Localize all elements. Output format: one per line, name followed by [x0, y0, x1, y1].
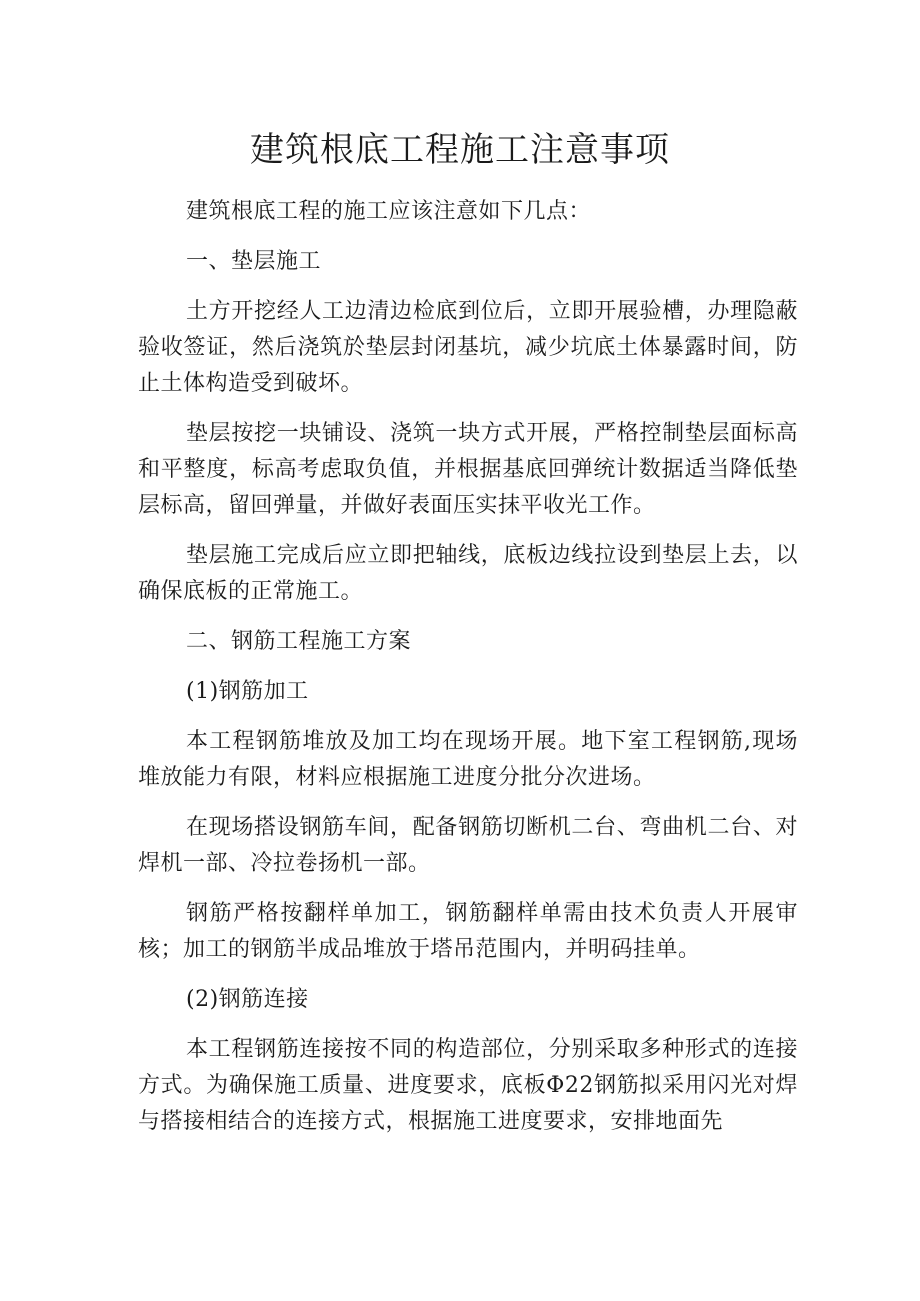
- paragraph: 垫层施工完成后应立即把轴线，底板边线拉设到垫层上去，以确保底板的正常施工。: [138, 543, 798, 604]
- subsection-heading-rebar-processing: (1)钢筋加工: [186, 679, 309, 704]
- section-heading-rebar: 二、钢筋工程施工方案: [186, 629, 412, 654]
- paragraph: 钢筋严格按翻样单加工，钢筋翻样单需由技术负责人开展审核；加工的钢筋半成品堆放于塔吊范围内，并明码挂单。: [138, 901, 798, 962]
- document-body: [138, 194, 798, 1140]
- page-title: 建筑根底工程施工注意事项: [250, 130, 670, 170]
- section-heading-bedding: 一、垫层施工: [186, 249, 322, 274]
- intro-paragraph: 建筑根底工程的施工应该注意如下几点：: [186, 199, 592, 224]
- subsection-heading-rebar-connection: (2)钢筋连接: [186, 987, 309, 1012]
- paragraph: 本工程钢筋连接按不同的构造部位，分别采取多种形式的连接方式。为确保施工质量、进度要求，底板Φ22钢筋拟采用闪光对焊与搭接相结合的连接方式，根据施工进度要求，安排地面先: [138, 1037, 798, 1134]
- paragraph: 在现场搭设钢筋车间，配备钢筋切断机二台、弯曲机二台、对焊机一部、冷拉卷扬机一部。: [138, 815, 798, 876]
- paragraph: 土方开挖经人工边清边检底到位后，立即开展验槽，办理隐蔽验收签证，然后浇筑於垫层封闭基坑，减少坑底土体暴露时间，防止土体构造受到破坏。: [138, 299, 798, 396]
- paragraph: 本工程钢筋堆放及加工均在现场开展。地下室工程钢筋,现场堆放能力有限，材料应根据施工进度分批分次进场。: [138, 729, 798, 790]
- paragraph: 垫层按挖一块铺设、浇筑一块方式开展，严格控制垫层面标高和平整度，标高考虑取负值，并根据基底回弹统计数据适当降低垫层标高，留回弹量，并做好表面压实抹平收光工作。: [138, 421, 798, 518]
